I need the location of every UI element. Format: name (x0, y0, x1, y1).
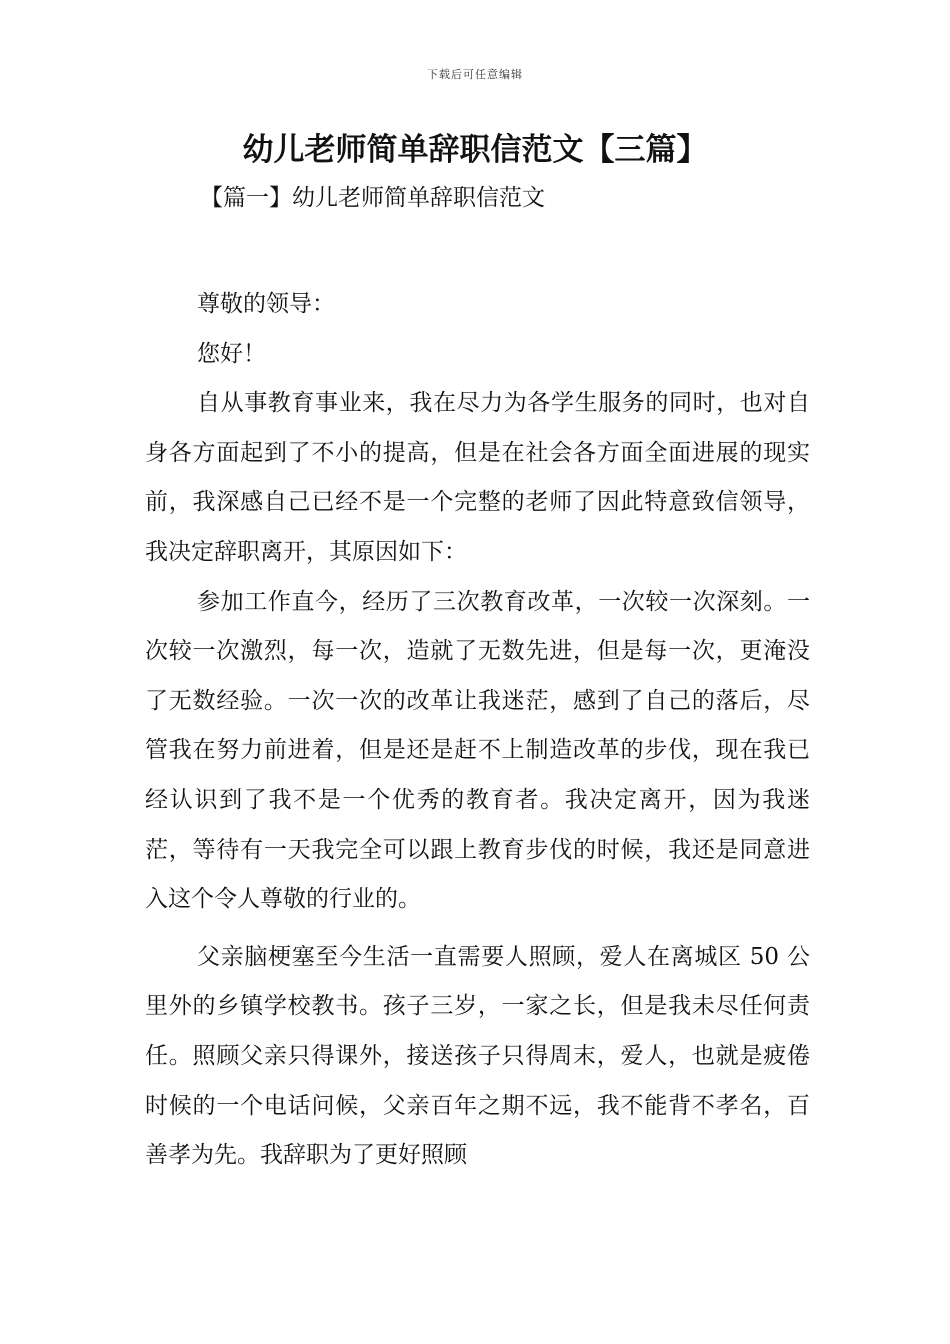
greeting: 您好！ (197, 340, 266, 367)
section-heading: 【篇一】幼儿老师简单辞职信范文 (200, 185, 545, 211)
paragraph-3: 父亲脑梗塞至今生活一直需要人照顾，爱人在离城区 50 公里外的乡镇学校教书。孩子三岁，一家之长，但是我未尽任何责任。照顾父亲只得课外，接送孩子只得周末，爱人，也就是疲倦时候的一个电话问候，父亲百年之期不远，我不能背不孝名，百善孝为先。我辞职为了更好照顾 (145, 943, 810, 1169)
paragraph-1: 自从事教育事业来，我在尽力为各学生服务的同时，也对自身各方面起到了不小的提高，但是在社会各方面全面进展的现实前，我深感自己已经不是一个完整的老师了因此特意致信领导，我决定辞职离开，其原因如下： (145, 390, 810, 565)
salutation: 尊敬的领导： (197, 291, 335, 317)
document-title: 幼儿老师简单辞职信范文【三篇】 (242, 132, 708, 168)
paragraph-2: 参加工作直今，经历了三次教育改革，一次较一次深刻。一次较一次激烈，每一次，造就了无数先进，但是每一次，更淹没了无数经验。一次一次的改革让我迷茫，感到了自己的落后，尽管我在努力前进着，但是还是赶不上制造改革的步伐，现在我已经认识到了我不是一个优秀的教育者。我决定离开，因为我迷茫，等待有一天我完全可以跟上教育步伐的时候，我还是同意进入这个令人尊敬的行业的。 (145, 588, 810, 913)
paragraph-spacer (145, 925, 810, 933)
letter-body (145, 280, 810, 1181)
header-note: 下载后可任意编辑 (427, 68, 523, 81)
